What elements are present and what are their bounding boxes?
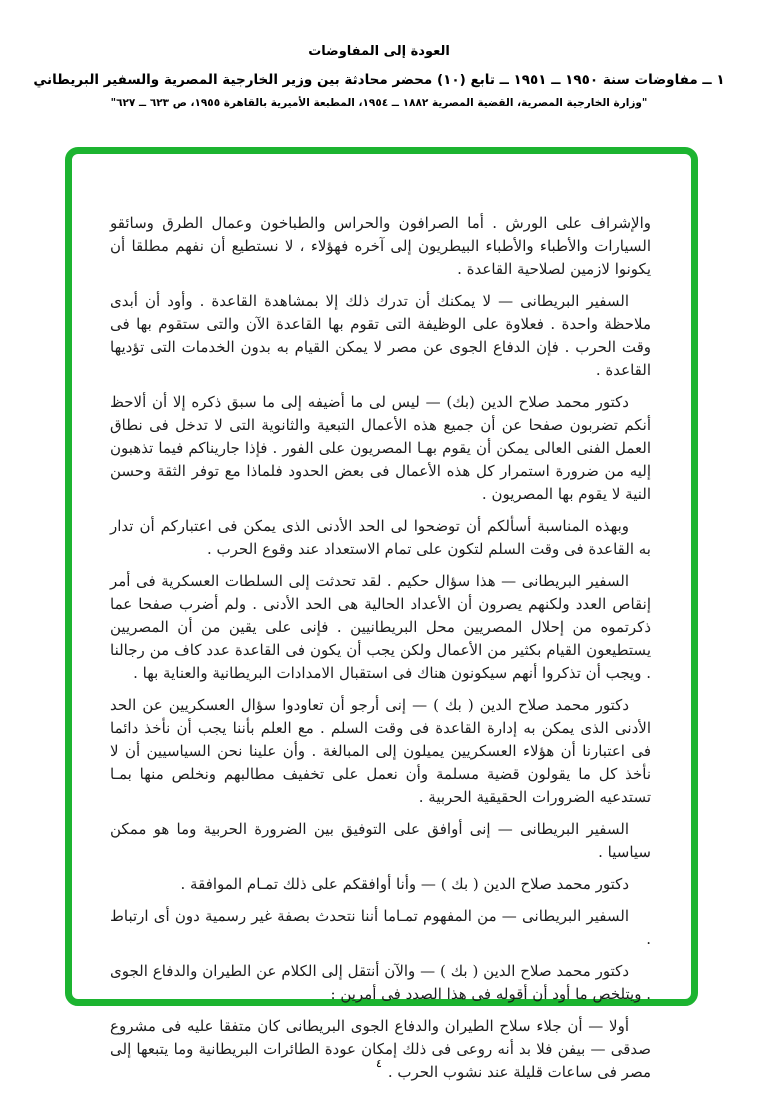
page-title: العودة إلى المفاوضات (308, 44, 450, 59)
scan-highlight-frame (65, 147, 698, 1081)
paragraph: دكتور محمد صلاح الدين (بك) — ليس لى ما أضيفه إلى ما سبق ذكره إلا أن ألاحظ أنكم تضربون صفحا عن أن جميع هذه الأعمال التبعية والثانوية التى لا تدخل فى نطاق العمل الفنى العالى يمكن أن يقوم بهـا المصريون على الفور . فإذا جاريناكم فيما تذهبون إليه من ضرورة استمرار كل هذه الأعمال فى بعض الحدود فلماذا مع توفر الثقة وحسن النية لا يقوم بها المصريون . (110, 393, 651, 503)
document-subtitle: ١ ــ مفاوضات سنة ١٩٥٠ ــ ١٩٥١ ــ تابع (١٠) محضر محادثة بين وزير الخارجية المصرية والسفير البريطاني (33, 72, 725, 88)
page-number: ٤ (376, 1057, 382, 1070)
paragraph: دكتور محمد صلاح الدين ( بك ) — وأنا أوافقكم على ذلك تمـام الموافقة . (180, 875, 629, 893)
paragraph: أولا — أن جلاء سلاح الطيران والدفاع الجوى البريطانى كان متفقا عليه فى مشروع صدقى — بيفن فلا بد أنه روعى فى ذلك إمكان عودة الطائرات البريطانية وما يتبعها إلى مصر فى ساعات قليلة عند نشوب الحرب . (110, 1017, 651, 1081)
source-citation: "وزارة الخارجية المصرية، القضية المصرية ١٨٨٢ ــ ١٩٥٤، المطبعة الأميرية بالقاهرة ١٩٥٥، ص ٦٢٣ ــ ٦٢٧" (110, 97, 648, 109)
scanned-text-body (110, 212, 651, 1093)
paragraph: السفير البريطانى — لا يمكنك أن تدرك ذلك إلا بمشاهدة القاعدة . وأود أن أبدى ملاحظة واحدة . فعلاوة على الوظيفة التى تقوم بها القاعدة الآن والتى ستقوم بها فى وقت الحرب . فإن الدفاع الجوى عن مصر لا يمكن القيام به بدون الخدمات التى تؤديها القاعدة . (110, 292, 651, 379)
paragraph: وبهذه المناسبة أسألكم أن توضحوا لى الحد الأدنى الذى يمكن فى اعتباركم أن تدار به القاعدة فى وقت السلم لتكون على تمام الاستعداد عند وقوع الحرب . (110, 517, 651, 558)
paragraph: والإشراف على الورش . أما الصرافون والحراس والطباخون وعمال الطرق وسائقو السيارات والأطباء والأطباء البيطريون إلى آخره فهؤلاء ، لا نستطيع أن نفهم مطلقا أن يكونوا لازمين لصلاحية القاعدة . (110, 214, 651, 278)
paragraph: السفير البريطانى — هذا سؤال حكيم . لقد تحدثت إلى السلطات العسكرية فى أمر إنقاص العدد ولكنهم يصرون أن الأعداد الحالية هى الحد الأدنى . ولم أضرب صفحا عما ذكرتموه من إحلال المصريين محل البريطانيين . فإنى على يقين من أن المصريين يستطيعون القيام بكثير من الأعمال ولكن يجب أن يكون فى القاعدة عدد كاف من رجالنا . ويجب أن تذكروا أنهم سيكونون هناك فى استقبال الامدادات البريطانية والعناية بها . (110, 572, 651, 682)
paragraph: السفير البريطانى — إنى أوافق على التوفيق بين الضرورة الحربية وما هو ممكن سياسيا . (110, 820, 651, 861)
paragraph: السفير البريطانى — من المفهوم تمـاما أننا نتحدث بصفة غير رسمية دون أى ارتباط . (110, 907, 651, 948)
page-header (0, 44, 758, 109)
paragraph: دكتور محمد صلاح الدين ( بك ) — والآن أنتقل إلى الكلام عن الطيران والدفاع الجوى . ويتلخص ما أود أن أقوله فى هذا الصدد فى أمرين : (110, 962, 651, 1003)
paragraph: دكتور محمد صلاح الدين ( بك ) — إنى أرجو أن تعاودوا سؤال العسكريين عن الحد الأدنى الذى يمكن به إدارة القاعدة فى وقت السلم . مع العلم بأننا يجب أن نأخذ دائما فى اعتبارنا أن هؤلاء العسكريين يميلون إلى المبالغة . وأن علينا نحن السياسيين أن لا نأخذ كل ما يقولون قضية مسلمة وأن نعمل على تخفيف مطالبهم ونخلص منها بمـا تستدعيه الضرورات الحقيقية الحربية . (110, 696, 651, 806)
